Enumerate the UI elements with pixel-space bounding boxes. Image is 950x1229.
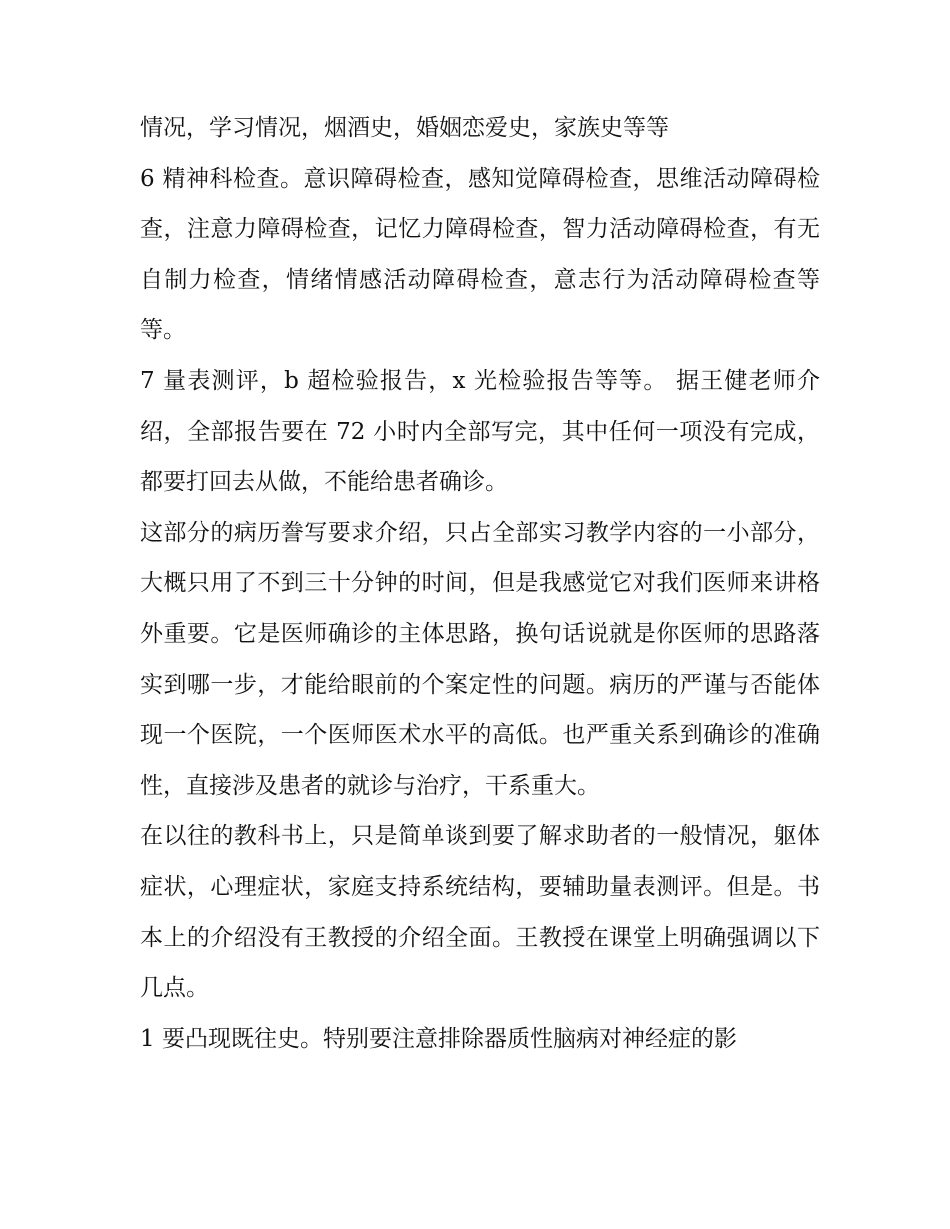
paragraph-history: 情况，学习情况，烟酒史，婚姻恋爱史，家族史等等 (140, 115, 669, 141)
paragraph-textbook-comparison: 在以往的教科书上，只是简单谈到要了解求助者的一般情况，躯体症状，心理症状，家庭支持系统结构，要辅助量表测评。但是。书本上的介绍没有王教授的介绍全面。王教授在课堂上明确强调以下几点。 (140, 823, 820, 1002)
paragraph-psychiatric-exam: 6 精神科检查。意识障碍检查，感知觉障碍检查，思维活动障碍检查，注意力障碍检查，记忆力障碍检查，智力活动障碍检查，有无自制力检查，情绪情感活动障碍检查，意志行为活动障碍检查等等。 (140, 165, 820, 344)
paragraph-record-importance: 这部分的病历誊写要求介绍，只占全部实习教学内容的一小部分，大概只用了不到三十分钟的时间，但是我感觉它对我们医师来讲格外重要。它是医师确诊的主体思路，换句话说就是你医师的思路落实到哪一步，才能给眼前的个案定性的问题。病历的严谨与否能体现一个医院，一个医师医术水平的高低。也严重关系到确诊的准确性，直接涉及患者的就诊与治疗，干系重大。 (140, 519, 820, 799)
paragraph-point-one: 1 要凸现既往史。特别要注意排除器质性脑病对神经症的影 (140, 1025, 737, 1052)
document-body (140, 103, 820, 1064)
paragraph-scale-assessment: 7 量表测评，b 超检验报告，x 光检验报告等等。 据王健老师介绍，全部报告要在 72 小时内全部写完，其中任何一项没有完成，都要打回去从做，不能给患者确诊。 (140, 367, 820, 496)
